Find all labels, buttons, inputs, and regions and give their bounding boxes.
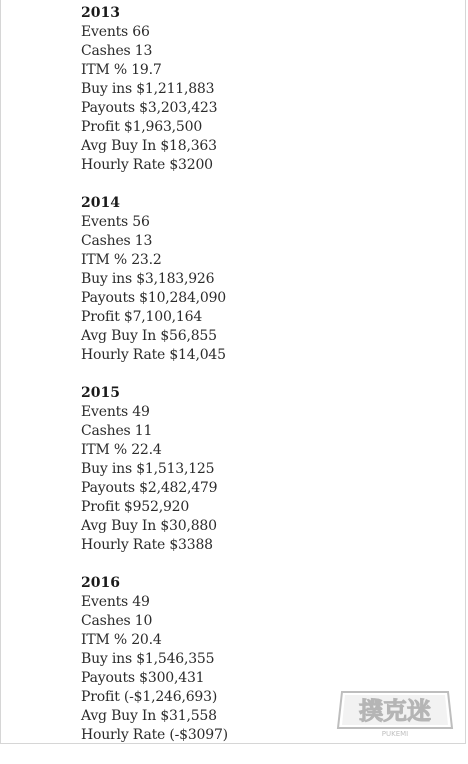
year-block-2014 bbox=[81, 194, 228, 365]
stat-hourly-rate: Hourly Rate $14,045 bbox=[81, 347, 226, 363]
stat-cashes: Cashes 13 bbox=[81, 43, 153, 59]
pukemi-watermark-logo bbox=[336, 688, 454, 738]
stat-events: Events 49 bbox=[81, 594, 150, 610]
stat-profit: Profit $952,920 bbox=[81, 499, 190, 515]
year-block-2016 bbox=[81, 574, 228, 745]
stat-profit: Profit $1,963,500 bbox=[81, 119, 203, 135]
year-heading: 2013 bbox=[81, 5, 120, 21]
stats-content bbox=[81, 4, 228, 764]
stat-buy-ins: Buy ins $3,183,926 bbox=[81, 271, 215, 287]
stat-hourly-rate: Hourly Rate (-$3097) bbox=[81, 727, 228, 743]
stat-cashes: Cashes 11 bbox=[81, 423, 153, 439]
year-block-2013 bbox=[81, 4, 228, 175]
stat-itm: ITM % 23.2 bbox=[81, 252, 162, 268]
stat-hourly-rate: Hourly Rate $3200 bbox=[81, 157, 213, 173]
stat-profit: Profit $7,100,164 bbox=[81, 309, 203, 325]
stat-payouts: Payouts $300,431 bbox=[81, 670, 205, 686]
year-block-2015 bbox=[81, 384, 228, 555]
stat-cashes: Cashes 10 bbox=[81, 613, 153, 629]
stat-events: Events 66 bbox=[81, 24, 150, 40]
year-heading: 2014 bbox=[81, 195, 120, 211]
stat-avg-buy-in: Avg Buy In $56,855 bbox=[81, 328, 217, 344]
watermark-text: 撲克迷 bbox=[359, 697, 431, 725]
stat-avg-buy-in: Avg Buy In $30,880 bbox=[81, 518, 217, 534]
stat-avg-buy-in: Avg Buy In $31,558 bbox=[81, 708, 217, 724]
stat-buy-ins: Buy ins $1,513,125 bbox=[81, 461, 215, 477]
stat-itm: ITM % 22.4 bbox=[81, 442, 162, 458]
stat-cashes: Cashes 13 bbox=[81, 233, 153, 249]
stat-buy-ins: Buy ins $1,546,355 bbox=[81, 651, 215, 667]
stat-payouts: Payouts $10,284,090 bbox=[81, 290, 227, 306]
year-heading: 2015 bbox=[81, 385, 120, 401]
stat-itm: ITM % 20.4 bbox=[81, 632, 162, 648]
stat-events: Events 49 bbox=[81, 404, 150, 420]
year-heading: 2016 bbox=[81, 575, 120, 591]
stat-profit: Profit (-$1,246,693) bbox=[81, 689, 218, 705]
stat-hourly-rate: Hourly Rate $3388 bbox=[81, 537, 213, 553]
stat-avg-buy-in: Avg Buy In $18,363 bbox=[81, 138, 217, 154]
stat-payouts: Payouts $2,482,479 bbox=[81, 480, 218, 496]
watermark-subtext: PUKEMI bbox=[381, 730, 409, 738]
stat-payouts: Payouts $3,203,423 bbox=[81, 100, 218, 116]
stat-itm: ITM % 19.7 bbox=[81, 62, 162, 78]
stat-buy-ins: Buy ins $1,211,883 bbox=[81, 81, 215, 97]
stat-events: Events 56 bbox=[81, 214, 150, 230]
